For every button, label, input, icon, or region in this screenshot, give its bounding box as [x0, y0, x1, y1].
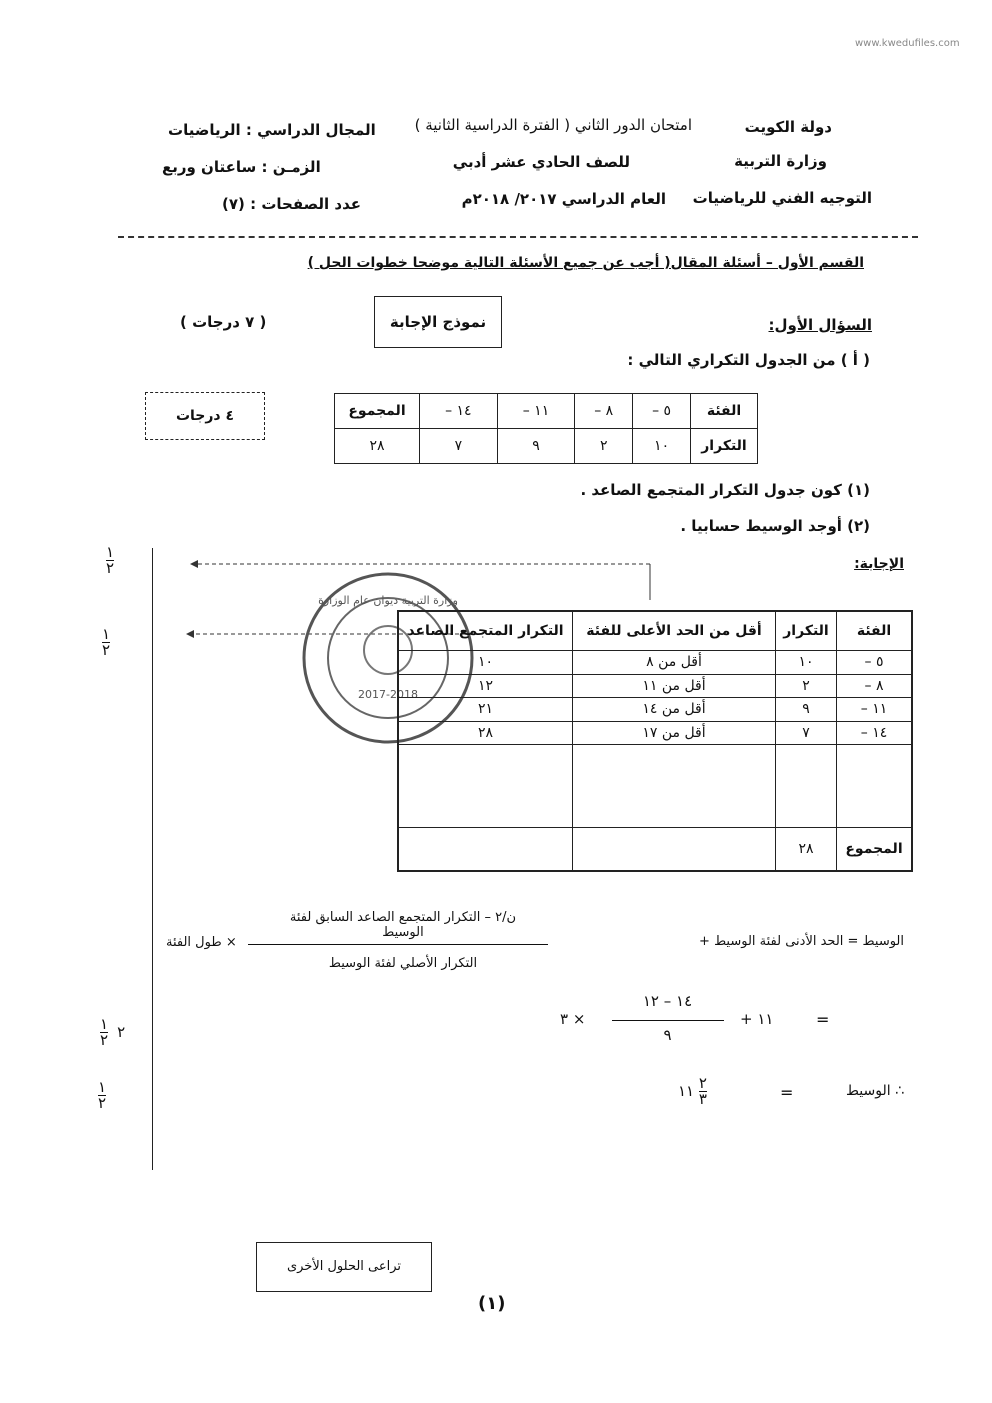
header-pages: عدد الصفحات : (٧) [222, 195, 362, 213]
result-value [678, 1076, 707, 1107]
formula-numerator: ن/٢ – التكرار المتجمع الصاعد السابق لفئة الوسيط [289, 910, 517, 940]
answer-total-row [399, 828, 912, 871]
answer-cell: ٧ [776, 721, 837, 745]
answer-header-upper-limit: أقل من الحد الأعلى للفئة [573, 612, 776, 651]
corner-watermark: www.kwedufiles.com [855, 38, 960, 49]
margin-line [152, 548, 153, 1170]
step-fraction-line [612, 1020, 724, 1021]
answer-cell: أقل من ١٧ [573, 721, 776, 745]
margin-mark-two-half: ٢ $\frac{١}{٢}$ [100, 1015, 126, 1049]
answer-cell: أقل من ١٤ [573, 698, 776, 722]
freq-class-cell: ٥ – [633, 394, 691, 429]
header-exam: امتحان الدور الثاني ( الفترة الدراسية الثانية ) [414, 116, 692, 134]
freq-label-frequency: التكرار [691, 429, 758, 464]
freq-total-label: المجموع [335, 394, 420, 429]
answer-table-frame [397, 610, 913, 872]
header-state: دولة الكويت [744, 118, 832, 136]
freq-class-cell: ١٤ – [420, 394, 498, 429]
header-field: المجال الدراسي : الرياضيات [168, 121, 376, 139]
answer-row [399, 698, 912, 722]
margin-mark-half: $\frac{١}{٢}$ [98, 1078, 107, 1112]
answer-cell: ٢١ [399, 698, 573, 722]
answer-header-row [399, 612, 912, 651]
part-a-text: ( أ ) من الجدول التكراري التالي : [627, 351, 870, 369]
step-denominator: ٩ [663, 1026, 672, 1044]
freq-value-cell: ١٠ [633, 429, 691, 464]
task-1: (١) كون جدول التكرار المتجمع الصاعد . [580, 481, 870, 499]
formula-lhs: الوسيط = الحد الأدنى لفئة الوسيط + [699, 934, 904, 949]
section-title: القسم الأول – أسئلة المقال( أجب عن جميع الأسئلة التالية موضحا خطوات الحل ) [307, 255, 864, 271]
task-2: (٢) أوجد الوسيط حسابيا . [680, 517, 870, 535]
question-marks: ( ٧ درجات ) [180, 313, 267, 331]
freq-total-value: ٢٨ [335, 429, 420, 464]
step-equals: = [816, 1010, 830, 1029]
answer-label: الإجابة: [854, 556, 904, 572]
formula-fraction-line [248, 944, 548, 945]
model-answer-box: نموذج الإجابة [374, 296, 502, 348]
freq-value-cell: ٢ [575, 429, 633, 464]
answer-cell: ٨ – [837, 674, 912, 698]
answer-header-frequency: التكرار [776, 612, 837, 651]
result-equals: = [780, 1083, 794, 1102]
result-label: ∴ الوسيط [846, 1083, 904, 1099]
freq-class-cell: ٨ – [575, 394, 633, 429]
answer-total-value: ٢٨ [776, 828, 837, 871]
header-ministry: وزارة التربية [734, 152, 827, 170]
freq-row-values [335, 429, 758, 464]
answer-cell: ٢ [776, 674, 837, 698]
answer-cell: ١٠ [399, 651, 573, 675]
formula-rhs: × طول الفئة [166, 935, 237, 950]
answer-cell: ١٢ [399, 674, 573, 698]
answer-cell: ١١ – [837, 698, 912, 722]
result-whole: ١١ [678, 1082, 695, 1100]
cumulative-table [398, 611, 912, 871]
header-divider [118, 236, 918, 238]
answer-total-label: المجموع [837, 828, 912, 871]
answer-cell: أقل من ٨ [573, 651, 776, 675]
answer-cell: أقل من ١١ [573, 674, 776, 698]
answer-row [399, 721, 912, 745]
part-marks-box: ٤ درجات [145, 392, 265, 440]
answer-cell: ١٤ – [837, 721, 912, 745]
answer-header-class: الفئة [837, 612, 912, 651]
answer-cell: ٩ [776, 698, 837, 722]
stamp-text: وزارة التربية ديوان عام الوزارة [318, 594, 458, 607]
header-year: العام الدراسي ٢٠١٧/ ٢٠١٨م [461, 190, 666, 208]
answer-cell: ٥ – [837, 651, 912, 675]
result-fraction [699, 1076, 707, 1107]
freq-row-classes [335, 394, 758, 429]
answer-blank-row [399, 745, 912, 828]
freq-label-class: الفئة [691, 394, 758, 429]
page-number: (١) [478, 1293, 506, 1314]
header-grade: للصف الحادي عشر أدبي [452, 153, 630, 171]
step-numerator: ١٤ – ١٢ [642, 992, 693, 1010]
question-title: السؤال الأول: [768, 316, 872, 334]
header-time: الزمـن : ساعتان وربع [162, 158, 321, 176]
freq-value-cell: ٧ [420, 429, 498, 464]
answer-cell: ٢٨ [399, 721, 573, 745]
answer-row [399, 674, 912, 698]
freq-class-cell: ١١ – [497, 394, 575, 429]
freq-value-cell: ٩ [497, 429, 575, 464]
margin-mark-half: $\frac{١}{٢}$ [102, 625, 111, 659]
result-fraction-num: ٢ [698, 1074, 707, 1092]
other-solutions-note: تراعى الحلول الأخرى [256, 1242, 432, 1292]
margin-mark-half: $\frac{١}{٢}$ [106, 543, 115, 577]
stamp-year: 2017-2018 [358, 688, 418, 701]
result-fraction-den: ٣ [698, 1090, 707, 1108]
frequency-table [334, 393, 758, 464]
answer-row [399, 651, 912, 675]
answer-header-cumulative: التكرار المتجمع الصاعد [399, 612, 573, 651]
answer-cell: ١٠ [776, 651, 837, 675]
header-supervision: التوجيه الفني للرياضيات [692, 189, 872, 207]
step-times: × ٣ [560, 1010, 586, 1028]
formula-denominator: التكرار الأصلي لفئة الوسيط [328, 956, 478, 971]
step-first: ١١ + [740, 1010, 774, 1028]
